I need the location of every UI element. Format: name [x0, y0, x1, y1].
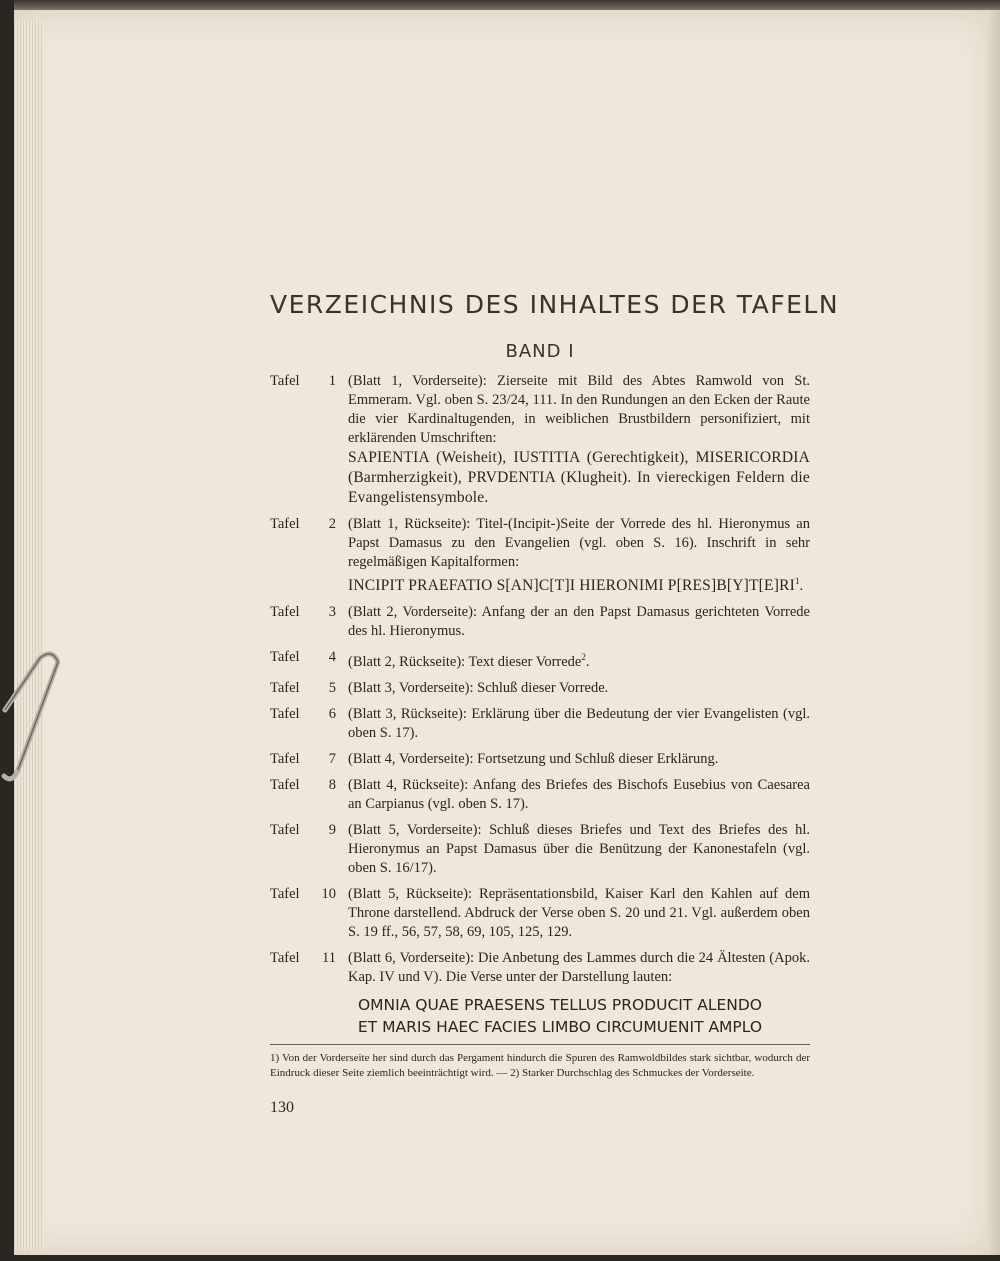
tafel-description — [348, 705, 810, 743]
tafel-description — [348, 603, 810, 641]
tafel-label: Tafel — [270, 949, 300, 966]
entry-list — [270, 372, 810, 987]
tafel-number: 1 — [328, 373, 336, 389]
footnote-ref: 2 — [581, 651, 586, 662]
tafel-description — [348, 515, 810, 596]
tafel-label: Tafel — [270, 750, 300, 767]
tafel-entry — [270, 603, 810, 641]
description-text: (Blatt 2, Vorderseite): Anfang der an den Papst Damasus gerichteten Vorrede des hl. Hieronymus. — [348, 603, 810, 639]
tafel-description — [348, 949, 810, 987]
capital-inscription: INCIPIT PRAEFATIO S[AN]C[T]I HIERONIMI P[RES]B[Y]T[E]RI — [348, 576, 795, 594]
page-right-edge — [986, 10, 1000, 1255]
tafel-label: Tafel — [270, 776, 300, 793]
tafel-number: 8 — [328, 776, 336, 793]
tafel-entry — [270, 750, 810, 769]
tafel-entry — [270, 776, 810, 814]
description-text: (Blatt 2, Rückseite): Text dieser Vorrede — [348, 653, 582, 670]
tafel-entry — [270, 515, 810, 596]
tafel-label: Tafel — [270, 821, 300, 838]
footnote-divider — [270, 1044, 810, 1045]
tafel-entry — [270, 705, 810, 743]
punctuation: . — [799, 577, 804, 594]
tafel-description — [348, 885, 810, 942]
tafel-entry — [270, 885, 810, 942]
tafel-description — [348, 750, 810, 769]
capital-inscription: SAPIENTIA (Weisheit), IUSTITIA (Gerechtigkeit), MISERICORDIA (Barmherzigkeit), PRVDENTIA (Klugheit). In viereckigen Feldern die Evangelistensymbole. — [348, 449, 810, 506]
description-text: (Blatt 5, Rückseite): Repräsentationsbild, Kaiser Karl den Kahlen auf dem Throne darstellend. Abdruck der Verse oben S. 20 und 21. Vgl. außerdem oben S. 19 ff., 56, 57, 58, 69, 105, 125, 129. — [348, 885, 810, 940]
tafel-label: Tafel — [270, 373, 300, 389]
verse-block — [310, 994, 810, 1038]
tafel-entry — [270, 949, 810, 987]
description-text: (Blatt 3, Vorderseite): Schluß dieser Vorrede. — [348, 679, 609, 696]
punctuation: . — [585, 653, 590, 670]
tafel-label: Tafel — [270, 648, 300, 665]
page-edges — [14, 20, 44, 1250]
tafel-entry — [270, 372, 810, 508]
verse-line: ET MARIS HAEC FACIES LIMBO CIRCUMUENIT AMPLO — [357, 1017, 763, 1036]
tafel-description — [348, 821, 810, 878]
tafel-number: 9 — [328, 821, 336, 838]
description-text: (Blatt 6, Vorderseite): Die Anbetung des Lammes durch die 24 Ältesten (Apok. Kap. IV und V). Die Verse unter der Darstellung lauten: — [348, 949, 810, 985]
tafel-label: Tafel — [270, 516, 300, 532]
description-text: (Blatt 1, Vorderseite): Zierseite mit Bild des Abtes Ramwold von St. Emmeram. Vgl. oben S. 23/24, 111. In den Rundungen an den Ecken der Raute die vier Kardinaltugenden, in weiblichen Brustbildern personifiziert, mit erklärenden Umschriften: — [348, 373, 810, 446]
tafel-description — [348, 776, 810, 814]
tafel-description — [348, 372, 810, 508]
tafel-number: 4 — [328, 648, 336, 665]
paper-clip-icon — [0, 650, 60, 800]
description-text: (Blatt 5, Vorderseite): Schluß dieses Briefes und Text des Briefes des hl. Hieronymus an Papst Damasus über die Benützung der Kanonestafeln (vgl. oben S. 16/17). — [348, 821, 810, 876]
band-heading: BAND I — [505, 341, 575, 362]
description-text: (Blatt 4, Vorderseite): Fortsetzung und Schluß dieser Erklärung. — [348, 750, 719, 767]
footnote-ref: 1 — [794, 576, 800, 586]
tafel-label: Tafel — [270, 679, 300, 696]
tafel-entry — [270, 821, 810, 878]
page-title: VERZEICHNIS DES INHALTES DER TAFELN — [270, 290, 840, 319]
description-text: (Blatt 4, Rückseite): Anfang des Briefes des Bischofs Eusebius von Caesarea an Carpianus (vgl. oben S. 17). — [348, 776, 810, 812]
tafel-description — [348, 679, 810, 698]
tafel-number: 2 — [328, 516, 336, 532]
tafel-label: Tafel — [270, 603, 300, 620]
tafel-number: 3 — [328, 603, 336, 620]
tafel-label: Tafel — [270, 885, 300, 902]
description-text: (Blatt 3, Rückseite): Erklärung über die Bedeutung der vier Evangelisten (vgl. oben S. 17). — [348, 705, 810, 741]
tafel-label: Tafel — [270, 705, 300, 722]
tafel-number: 10 — [321, 885, 336, 902]
footnote: 1) Von der Vorderseite her sind durch das Pergament hindurch die Spuren des Ramwoldbildes stark sichtbar, wodurch der Eindruck dieser Seite ziemlich beeinträchtigt wird. — 2) Starker Durchschlag des Schmuckes der Vorderseite. — [270, 1051, 810, 1079]
page-number: 130 — [270, 1098, 294, 1116]
tafel-entry — [270, 679, 810, 698]
verse-line: OMNIA QUAE PRAESENS TELLUS PRODUCIT ALENDO — [357, 995, 763, 1014]
tafel-number: 6 — [328, 705, 336, 722]
tafel-number: 7 — [328, 750, 336, 767]
tafel-description — [348, 648, 810, 672]
content — [270, 290, 840, 1117]
description-text: (Blatt 1, Rückseite): Titel-(Incipit-)Seite der Vorrede des hl. Hieronymus an Papst Damasus zu den Evangelien (vgl. oben S. 16). Inschrift in sehr regelmäßigen Kapitalformen: — [348, 516, 810, 570]
tafel-number: 5 — [328, 679, 336, 696]
tafel-number: 11 — [322, 949, 336, 966]
tafel-entry — [270, 648, 810, 672]
